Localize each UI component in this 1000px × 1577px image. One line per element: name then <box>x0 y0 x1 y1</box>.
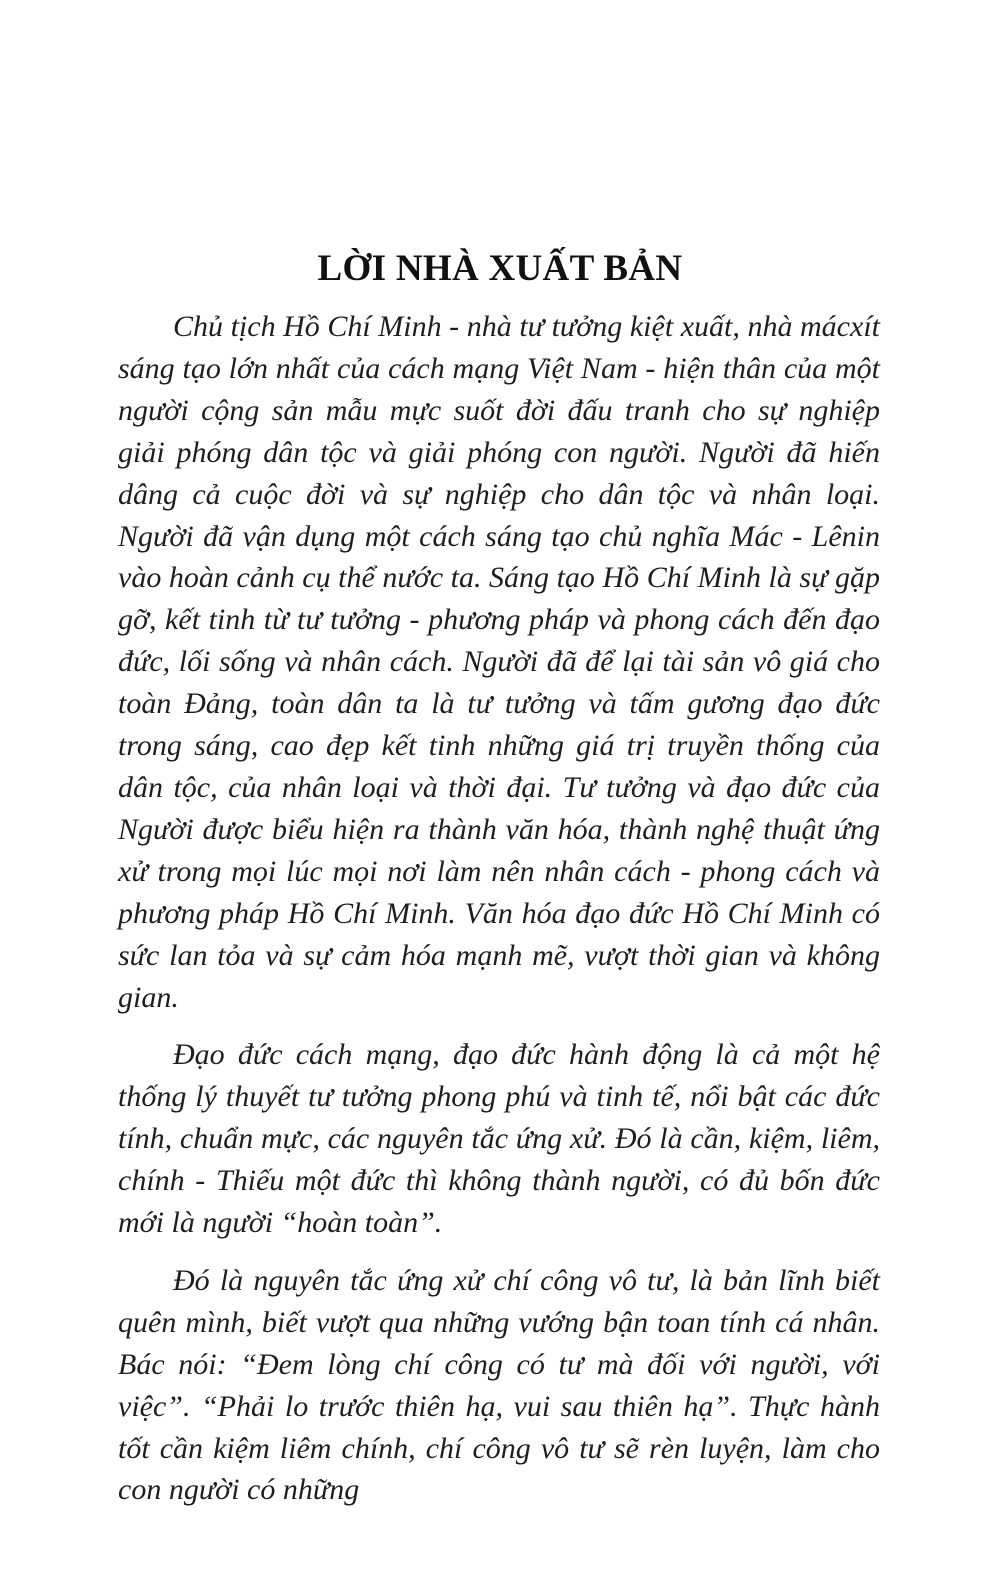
paragraph-2: Đạo đức cách mạng, đạo đức hành động là cả một hệ thống lý thuyết tư tưởng phong phú và tinh tế, nổi bật các đức tính, chuẩn mực, các nguyên tắc ứng xử. Đó là cần, kiệm, liêm, chính - Thiếu một đức thì không thành người, có đủ bốn đức mới là người “hoàn toàn”. <box>118 1038 880 1240</box>
page-title: LỜI NHÀ XUẤT BẢN <box>317 247 683 289</box>
body-text <box>118 306 880 1511</box>
paragraph-3: Đó là nguyên tắc ứng xử chí công vô tư, là bản lĩnh biết quên mình, biết vượt qua những vướng bận toan tính cá nhân. Bác nói: “Đem lòng chí công có tư mà đối với người, với việc”. “Phải lo trước thiên hạ, vui sau thiên hạ”. Thực hành tốt cần kiệm liêm chính, chí công vô tư sẽ rèn luyện, làm cho con người có những <box>118 1263 880 1507</box>
paragraph-1: Chủ tịch Hồ Chí Minh - nhà tư tưởng kiệt xuất, nhà mácxít sáng tạo lớn nhất của cách mạng Việt Nam - hiện thân của một người cộng sản mẫu mực suốt đời đấu tranh cho sự nghiệp giải phóng dân tộc và giải phóng con người. Người đã hiến dâng cả cuộc đời và sự nghiệp cho dân tộc và nhân loại. Người đã vận dụng một cách sáng tạo chủ nghĩa Mác - Lênin vào hoàn cảnh cụ thể nước ta. Sáng tạo Hồ Chí Minh là sự gặp gỡ, kết tinh từ tư tưởng - phương pháp và phong cách đến đạo đức, lối sống và nhân cách. Người đã để lại tài sản vô giá cho toàn Đảng, toàn dân ta là tư tưởng và tấm gương đạo đức trong sáng, cao đẹp kết tinh những giá trị truyền thống của dân tộc, của nhân loại và thời đại. Tư tưởng và đạo đức của Người được biểu hiện ra thành văn hóa, thành nghệ thuật ứng xử trong mọi lúc mọi nơi làm nên nhân cách - phong cách và phương pháp Hồ Chí Minh. Văn hóa đạo đức Hồ Chí Minh có sức lan tỏa và sự cảm hóa mạnh mẽ, vượt thời gian và không gian. <box>118 310 880 1014</box>
